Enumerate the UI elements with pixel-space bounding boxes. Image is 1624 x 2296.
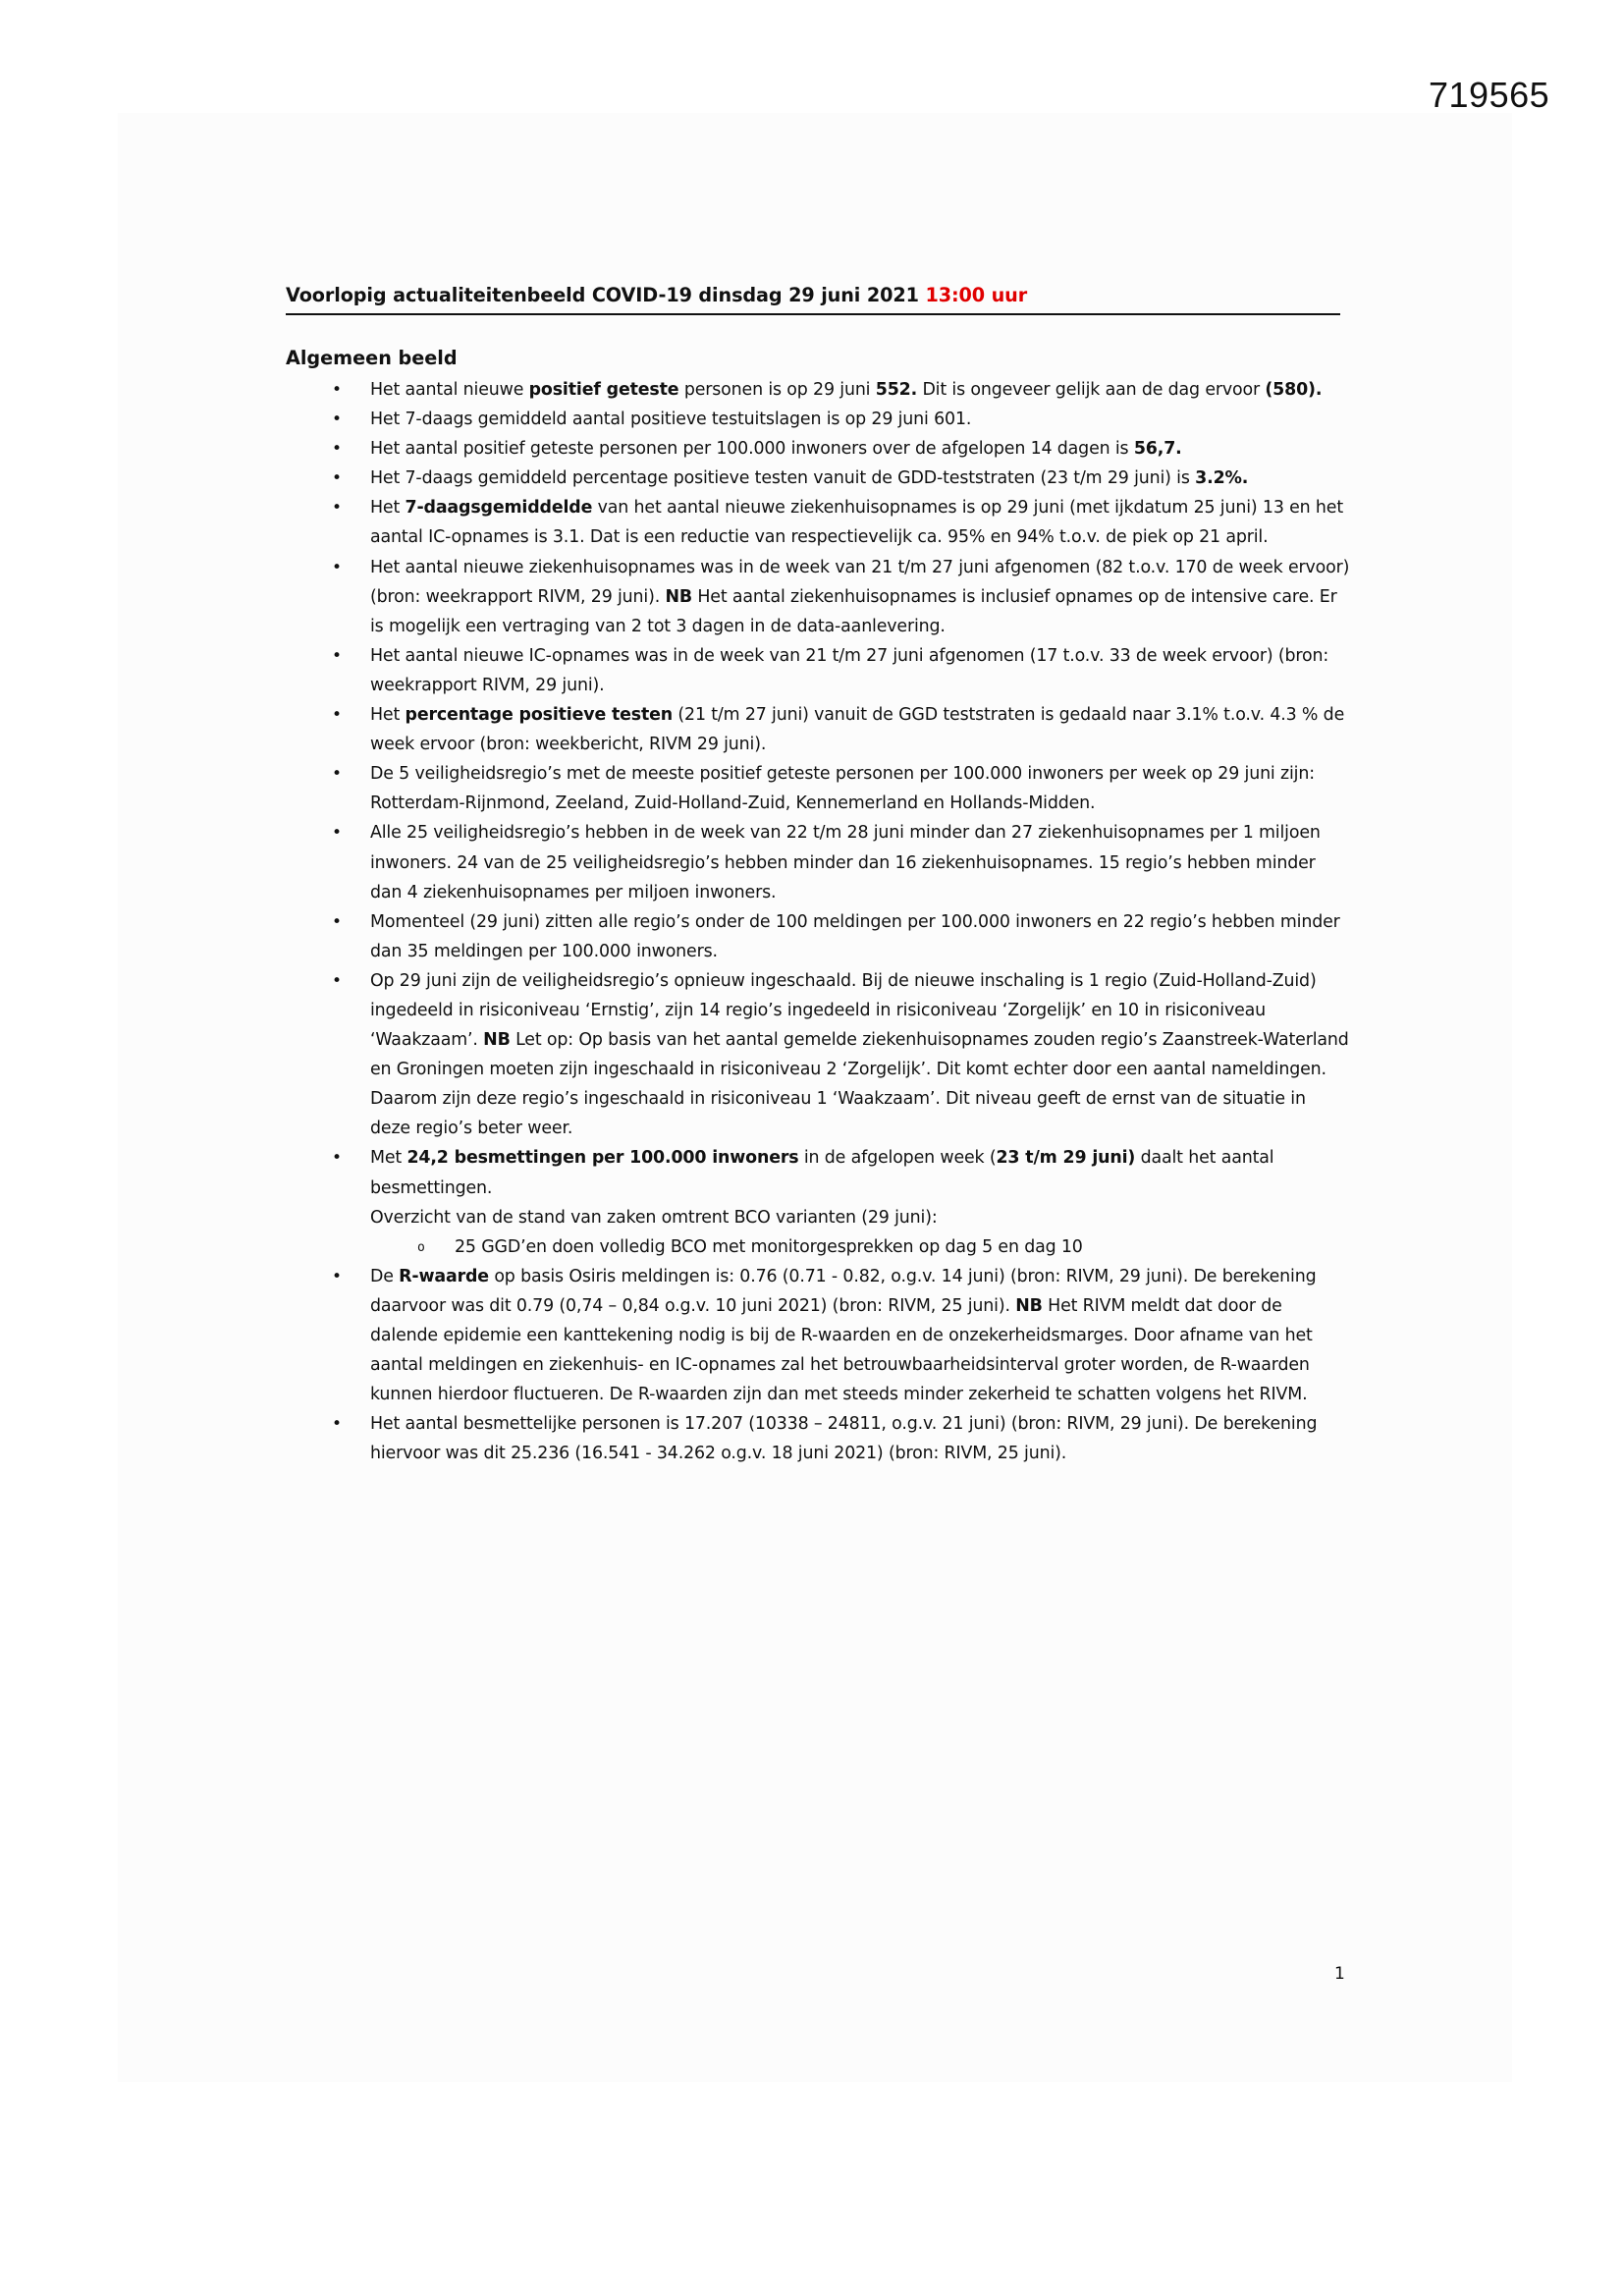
bullet-icon: • [332, 1148, 342, 1169]
bullet-list [286, 375, 1351, 1468]
bullet-icon: • [332, 1414, 342, 1435]
bold-text: 552. [875, 380, 918, 400]
list-item [286, 434, 1351, 464]
text: daalt het aantal besmettingen. [370, 1148, 1274, 1198]
text: van het aantal nieuwe ziekenhuisopnames is op 29 juni (met ijkdatum 25 juni) 13 en het aantal IC-opnames is 3.1. Dat is een reductie van respectievelijk ca. 95% en 94% t.o.v. de piek op 21 april. [370, 498, 1343, 548]
list-item [286, 553, 1351, 641]
bullet-icon: • [332, 498, 342, 519]
list-item [286, 966, 1351, 1144]
text: Het [370, 705, 406, 726]
bold-text: 23 t/m 29 juni) [996, 1148, 1136, 1169]
list-item [286, 759, 1351, 818]
bold-text: 56,7. [1133, 439, 1182, 460]
list-item [286, 493, 1351, 552]
text: Let op: Op basis van het aantal gemelde ziekenhuisopnames zouden regio’s Zaanstreek-Waterland en Groningen moeten zijn ingeschaald in risiconiveau 2 ‘Zorgelijk’. Dit komt echter door een aantal nameldingen. Daarom zijn deze regio’s ingeschaald in risiconiveau 1 ‘Waakzaam’. Dit niveau geeft de ernst van de situatie in deze regio’s beter weer. [370, 1030, 1349, 1139]
page-number: 1 [1334, 1964, 1345, 1984]
text: Het 7-daags gemiddeld percentage positieve testen vanuit de GDD-teststraten (23 t/m 29 juni) is [370, 468, 1196, 489]
sub-list-item [370, 1232, 1351, 1262]
document-id-stamp: 719565 [1429, 75, 1550, 115]
list-item [286, 700, 1351, 759]
title-main: Voorlopig actualiteitenbeeld COVID-19 dinsdag 29 juni 2021 [286, 284, 926, 306]
bold-text: (580). [1265, 380, 1323, 400]
bullet-icon: • [332, 645, 342, 666]
bco-overview-line: Overzicht van de stand van zaken omtrent BCO varianten (29 juni): [370, 1207, 938, 1228]
list-item [286, 405, 1351, 434]
sub-list [370, 1232, 1351, 1262]
text: De 5 veiligheidsregio’s met de meeste positief geteste personen per 100.000 inwoners per week op 29 juni zijn: Rotterdam-Rijnmond, Zeeland, Zuid-Holland-Zuid, Kennemerland en Hollands-Midden. [370, 764, 1315, 814]
bold-text: R-waarde [399, 1266, 489, 1286]
bold-text: 3.2%. [1195, 468, 1249, 489]
text: 25 GGD’en doen volledig BCO met monitorgesprekken op dag 5 en dag 10 [455, 1236, 1083, 1257]
title-time: 13:00 uur [925, 284, 1028, 306]
bold-text: NB [665, 586, 692, 607]
list-item [286, 464, 1351, 493]
list-item [286, 1262, 1351, 1409]
bullet-icon: • [332, 439, 342, 460]
bold-text: positief geteste [528, 380, 679, 400]
text: De [370, 1266, 400, 1286]
bold-text: 7-daagsgemiddelde [405, 498, 593, 519]
text: Het aantal nieuwe IC-opnames was in de week van 21 t/m 27 juni afgenomen (17 t.o.v. 33 de week ervoor) (bron: weekrapport RIVM, 29 juni). [370, 645, 1329, 695]
text: Op 29 juni zijn de veiligheidsregio’s opnieuw ingeschaald. Bij de nieuwe inschaling is 1 regio (Zuid-Holland-Zuid) ingedeeld in risiconiveau ‘Ernstig’, zijn 14 regio’s ingedeeld in risiconiveau ‘Zorgelijk’ en 10 in risiconiveau ‘Waakzaam’. [370, 970, 1317, 1051]
list-item [286, 375, 1351, 405]
bullet-icon: • [332, 705, 342, 726]
sub-bullet-icon: o [417, 1239, 425, 1255]
text: Het aantal besmettelijke personen is 17.207 (10338 – 24811, o.g.v. 21 juni) (bron: RIVM, 29 juni). De berekening hiervoor was dit 25.236 (16.541 - 34.262 o.g.v. 18 juni 2021) (bron: RIVM, 25 juni). [370, 1414, 1318, 1464]
bullet-icon: • [332, 557, 342, 577]
bullet-icon: • [332, 823, 342, 844]
text: (21 t/m 27 juni) vanuit de GGD teststraten is gedaald naar 3.1% t.o.v. 4.3 % de week ervoor (bron: weekbericht, RIVM 29 juni). [370, 705, 1345, 755]
text: Het RIVM meldt dat door de dalende epidemie een kanttekening nodig is bij de R-waarden en de onzekerheidsmarges. Door afname van het aantal meldingen en ziekenhuis- en IC-opnames zal het betrouwbaarheidsinterval groter worden, de R-waarden kunnen hierdoor fluctueren. De R-waarden zijn dan met steeds minder zekerheid te schatten volgens het RIVM. [370, 1295, 1313, 1405]
text: Het aantal nieuwe [370, 380, 529, 400]
bold-text: NB [1015, 1295, 1043, 1316]
bullet-icon: • [332, 1266, 342, 1286]
text: Het aantal positief geteste personen per 100.000 inwoners over de afgelopen 14 dagen is [370, 439, 1134, 460]
bullet-icon: • [332, 911, 342, 932]
bullet-icon: • [332, 764, 342, 785]
list-item [286, 1409, 1351, 1468]
text: Het aantal ziekenhuisopnames is inclusief opnames op de intensive care. Er is mogelijk een vertraging van 2 tot 3 dagen in de data-aanlevering. [370, 586, 1337, 636]
bold-text: NB [483, 1030, 511, 1051]
list-item [286, 818, 1351, 906]
bold-text: 24,2 besmettingen per 100.000 inwoners [406, 1148, 799, 1169]
bullet-icon: • [332, 970, 342, 991]
bullet-icon: • [332, 410, 342, 430]
list-item [286, 641, 1351, 700]
text: Momenteel (29 juni) zitten alle regio’s onder de 100 meldingen per 100.000 inwoners en 22 regio’s hebben minder dan 35 meldingen per 100.000 inwoners. [370, 911, 1340, 961]
bullet-icon: • [332, 468, 342, 489]
page-title [286, 284, 1340, 315]
text: Het aantal nieuwe ziekenhuisopnames was in de week van 21 t/m 27 juni afgenomen (82 t.o.v. 170 de week ervoor) (bron: weekrapport RIVM, 29 juni). [370, 557, 1350, 607]
text: in de afgelopen week ( [798, 1148, 997, 1169]
text: Dit is ongeveer gelijk aan de dag ervoor [917, 380, 1266, 400]
list-item [286, 907, 1351, 966]
text: op basis Osiris meldingen is: 0.76 (0.71 - 0.82, o.g.v. 14 juni) (bron: RIVM, 29 juni). De berekening daarvoor was dit 0.79 (0,74 – 0,84 o.g.v. 10 juni 2021) (bron: RIVM, 25 juni). [370, 1266, 1317, 1316]
text: personen is op 29 juni [678, 380, 876, 400]
text: Het [370, 498, 406, 519]
bold-text: percentage positieve testen [405, 705, 674, 726]
text: Met [370, 1148, 407, 1169]
list-item [286, 1143, 1351, 1261]
text: Het 7-daags gemiddeld aantal positieve testuitslagen is op 29 juni 601. [370, 410, 972, 430]
section-heading: Algemeen beeld [286, 347, 458, 369]
bullet-icon: • [332, 380, 342, 400]
text: Alle 25 veiligheidsregio’s hebben in de week van 22 t/m 28 juni minder dan 27 ziekenhuisopnames per 1 miljoen inwoners. 24 van de 25 veiligheidsregio’s hebben minder dan 16 ziekenhuisopnames. 15 regio’s hebben minder dan 4 ziekenhuisopnames per miljoen inwoners. [370, 823, 1321, 902]
